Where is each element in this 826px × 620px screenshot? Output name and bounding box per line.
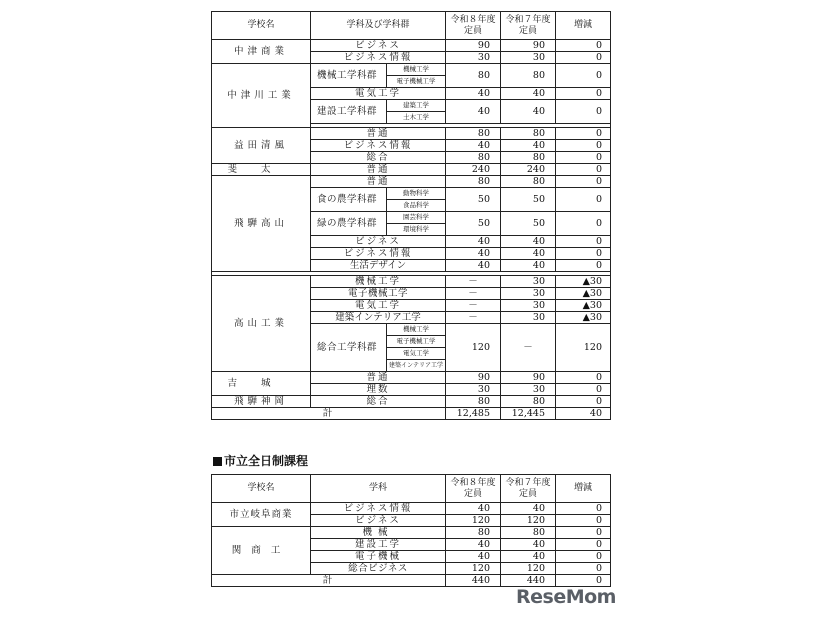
r7-value: 40: [501, 236, 556, 248]
r8-value: －: [446, 288, 501, 300]
dept-name: ビジネス: [311, 515, 446, 527]
dept-name: ビジネス: [311, 40, 446, 52]
table-header-row: [212, 475, 611, 503]
r7-value: 120: [501, 515, 556, 527]
change-value: 0: [556, 176, 611, 188]
r7-value: 40: [501, 551, 556, 563]
dept-name: 普通: [311, 164, 446, 176]
school-name: 中津川工業: [212, 64, 311, 128]
school-name: 益田清風: [212, 128, 311, 164]
dept-name: 総合: [311, 396, 446, 408]
dept-name: ビジネス情報: [311, 503, 446, 515]
change-value: 0: [556, 152, 611, 164]
r8-value: 80: [446, 176, 501, 188]
total-change: 0: [556, 575, 611, 587]
table-row: [212, 40, 611, 52]
r7-value: 30: [501, 288, 556, 300]
r7-value: 40: [501, 140, 556, 152]
dept-name: 電気工学: [311, 300, 446, 312]
school-name: 中津商業: [212, 40, 311, 64]
dept-group: 緑の農学科群: [311, 212, 387, 236]
dept-group: 建設工学科群: [311, 100, 387, 124]
r7-value: 80: [501, 396, 556, 408]
r7-value: 40: [501, 260, 556, 272]
r7-value: 30: [501, 384, 556, 396]
dept-name: 生活デザイン: [311, 260, 446, 272]
r8-value: 120: [446, 324, 501, 372]
r8-value: 40: [446, 100, 501, 124]
r7-value: 40: [501, 503, 556, 515]
r7-value: 80: [501, 64, 556, 88]
r7-value: 80: [501, 152, 556, 164]
square-bullet-icon: [213, 457, 222, 466]
r8-value: 120: [446, 515, 501, 527]
sub-dept: 機械工学: [387, 324, 446, 336]
dept-name: 機械工学: [311, 276, 446, 288]
dept-name: 電子機械工学: [311, 288, 446, 300]
sub-dept: 建築インテリア工学: [387, 360, 446, 372]
dept-name: 建築インテリア工学: [311, 312, 446, 324]
dept-name: 総合: [311, 152, 446, 164]
total-change: 40: [556, 408, 611, 420]
school-name: 飛騨高山: [212, 176, 311, 272]
change-value: 0: [556, 248, 611, 260]
r8-value: 40: [446, 551, 501, 563]
prefectural-capacity-table: [211, 11, 611, 420]
dept-group: 総合工学科群: [311, 324, 387, 372]
change-value: 0: [556, 503, 611, 515]
dept-group: 機械工学科群: [311, 64, 387, 88]
change-value: 0: [556, 88, 611, 100]
sub-dept: 電子機械工学: [387, 336, 446, 348]
section-title: 市立全日制課程: [224, 454, 309, 468]
dept-name: ビジネス情報: [311, 52, 446, 64]
r8-value: 40: [446, 248, 501, 260]
dept-name: 総合ビジネス: [311, 563, 446, 575]
dept-name: 普通: [311, 372, 446, 384]
change-value: 0: [556, 372, 611, 384]
r8-value: 90: [446, 372, 501, 384]
r7-value: 90: [501, 372, 556, 384]
dept-name: 電子機械: [311, 551, 446, 563]
total-label: 計: [212, 408, 446, 420]
change-value: 0: [556, 100, 611, 124]
dept-group: 食の農学科群: [311, 188, 387, 212]
change-value: 0: [556, 212, 611, 236]
header-change: 増減: [556, 475, 611, 503]
change-value: ▲30: [556, 312, 611, 324]
change-value: 0: [556, 551, 611, 563]
r8-value: 40: [446, 539, 501, 551]
r8-value: 40: [446, 503, 501, 515]
r7-value: 40: [501, 539, 556, 551]
r8-value: 30: [446, 384, 501, 396]
r8-value: 80: [446, 152, 501, 164]
table-row: [212, 527, 611, 539]
school-name: 市立岐阜商業: [212, 503, 311, 527]
r7-value: 80: [501, 176, 556, 188]
header-r8: 令和８年度 定員: [446, 475, 501, 503]
r7-value: 30: [501, 52, 556, 64]
r7-value: 30: [501, 312, 556, 324]
header-school: 学校名: [212, 475, 311, 503]
change-value: 0: [556, 539, 611, 551]
sub-dept: 食品科学: [387, 200, 446, 212]
r8-value: 80: [446, 527, 501, 539]
school-name: 飛騨神岡: [212, 396, 311, 408]
sub-dept: 動物科学: [387, 188, 446, 200]
change-value: 0: [556, 64, 611, 88]
sub-dept: 土木工学: [387, 112, 446, 124]
resemom-watermark-logo: ReseMom: [516, 586, 616, 608]
r7-value: 40: [501, 88, 556, 100]
header-r7: 令和７年度 定員: [501, 12, 556, 40]
dept-name: 電気工学: [311, 88, 446, 100]
header-school: 学校名: [212, 12, 311, 40]
dept-name: ビジネス: [311, 236, 446, 248]
change-value: 0: [556, 527, 611, 539]
r8-value: 40: [446, 260, 501, 272]
r8-value: 40: [446, 140, 501, 152]
header-dept: 学科及び学科群: [311, 12, 446, 40]
dept-name: ビジネス情報: [311, 248, 446, 260]
header-r8: 令和８年度 定員: [446, 12, 501, 40]
change-value: 0: [556, 52, 611, 64]
dept-name: 理数: [311, 384, 446, 396]
total-r7: 12,445: [501, 408, 556, 420]
table-row: [212, 176, 611, 188]
change-value: 0: [556, 563, 611, 575]
header-dept: 学科: [311, 475, 446, 503]
school-name: 吉城: [212, 372, 311, 396]
r7-value: 80: [501, 128, 556, 140]
r8-value: －: [446, 312, 501, 324]
change-value: ▲30: [556, 288, 611, 300]
school-name: 関商工: [212, 527, 311, 575]
r8-value: 120: [446, 563, 501, 575]
r7-value: 40: [501, 248, 556, 260]
r8-value: 90: [446, 40, 501, 52]
r7-value: －: [501, 324, 556, 372]
r7-value: 120: [501, 563, 556, 575]
dept-name: 普通: [311, 176, 446, 188]
table-row: [212, 372, 611, 384]
change-value: 0: [556, 188, 611, 212]
section-heading: [213, 452, 308, 469]
dept-name: ビジネス情報: [311, 140, 446, 152]
r8-value: 50: [446, 188, 501, 212]
r7-value: 80: [501, 527, 556, 539]
table-row: [212, 396, 611, 408]
r8-value: 80: [446, 128, 501, 140]
sub-dept: 園芸科学: [387, 212, 446, 224]
change-value: 0: [556, 515, 611, 527]
r8-value: 80: [446, 396, 501, 408]
total-row: [212, 575, 611, 587]
total-r8: 440: [446, 575, 501, 587]
sub-dept: 環境科学: [387, 224, 446, 236]
change-value: 0: [556, 128, 611, 140]
r8-value: 40: [446, 236, 501, 248]
header-r7: 令和７年度 定員: [501, 475, 556, 503]
r8-value: 30: [446, 52, 501, 64]
change-value: ▲30: [556, 300, 611, 312]
change-value: 0: [556, 140, 611, 152]
table-row: [212, 276, 611, 288]
header-change: 増減: [556, 12, 611, 40]
school-name: 高山工業: [212, 276, 311, 372]
sub-dept: 機械工学: [387, 64, 446, 76]
sub-dept: 建築工学: [387, 100, 446, 112]
r8-value: 80: [446, 64, 501, 88]
r7-value: 30: [501, 300, 556, 312]
dept-name: 普通: [311, 128, 446, 140]
r8-value: －: [446, 276, 501, 288]
r8-value: 50: [446, 212, 501, 236]
r7-value: 50: [501, 212, 556, 236]
dept-name: 建設工学: [311, 539, 446, 551]
table-row: [212, 164, 611, 176]
change-value: 0: [556, 260, 611, 272]
sub-dept: 電気工学: [387, 348, 446, 360]
dept-name: 機械: [311, 527, 446, 539]
total-r8: 12,485: [446, 408, 501, 420]
change-value: 0: [556, 384, 611, 396]
r7-value: 240: [501, 164, 556, 176]
school-name: 斐太: [212, 164, 311, 176]
r7-value: 50: [501, 188, 556, 212]
municipal-capacity-table: [211, 474, 611, 587]
table-header-row: [212, 12, 611, 40]
change-value: 0: [556, 164, 611, 176]
r7-value: 90: [501, 40, 556, 52]
total-label: 計: [212, 575, 446, 587]
r8-value: 40: [446, 88, 501, 100]
r7-value: 40: [501, 100, 556, 124]
table-row: [212, 64, 611, 76]
change-value: ▲30: [556, 276, 611, 288]
change-value: 0: [556, 396, 611, 408]
total-r7: 440: [501, 575, 556, 587]
change-value: 120: [556, 324, 611, 372]
change-value: 0: [556, 40, 611, 52]
sub-dept: 電子機械工学: [387, 76, 446, 88]
table-row: [212, 128, 611, 140]
total-row: [212, 408, 611, 420]
r7-value: 30: [501, 276, 556, 288]
change-value: 0: [556, 236, 611, 248]
table-row: [212, 503, 611, 515]
r8-value: 240: [446, 164, 501, 176]
r8-value: －: [446, 300, 501, 312]
